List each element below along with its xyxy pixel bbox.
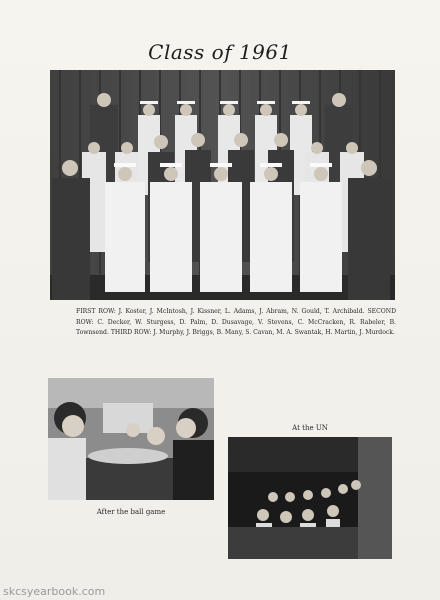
class-group-photo	[50, 70, 395, 300]
class-roster-caption: FIRST ROW: J. Koster, J. McIntosh, J. Kissner, L. Adams, J. Abram, N. Gould, T. Archibald. SECOND ROW: C. Decker, W. Sturgess, D. Palm, D. Dusavage, V. Stevens, C. McCracken, R. Rabeler, B. Townsend. THIRD ROW: J. Murphy, J. Briggs, B. Many, S. Cavan, M. A. Swantak, H. Martin, J. Murdock.	[76, 308, 396, 336]
after-ball-game-photo	[48, 378, 214, 500]
at-the-un-caption: At the UN	[292, 424, 328, 432]
site-watermark: skcsyearbook.com	[3, 585, 106, 598]
after-ball-game-caption: After the ball game	[96, 508, 166, 516]
page-title: Class of 1961	[148, 40, 292, 64]
at-the-un-photo	[228, 437, 392, 559]
